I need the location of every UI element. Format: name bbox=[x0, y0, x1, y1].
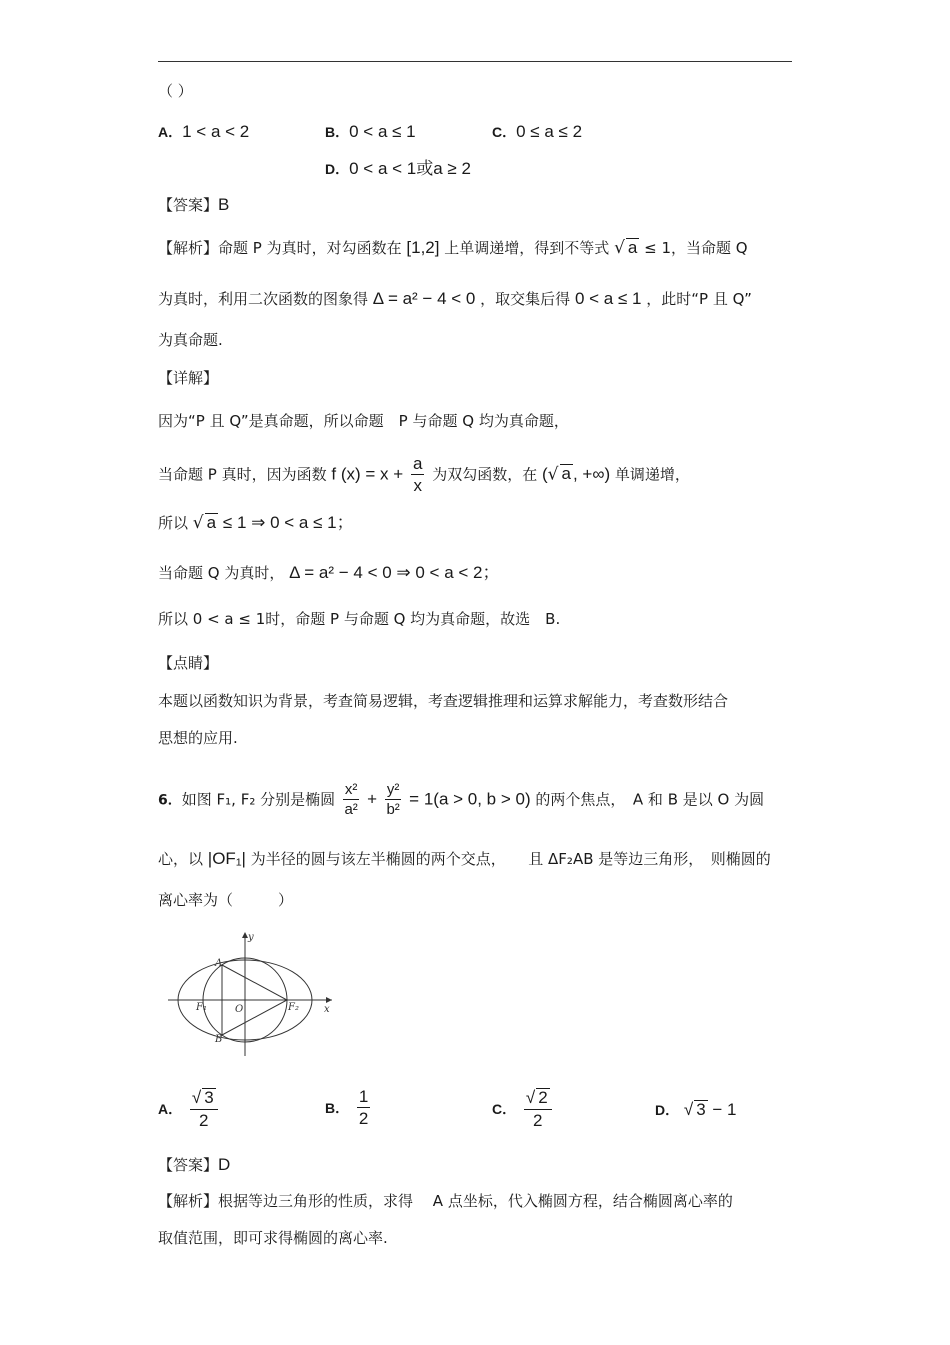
detail-line-2: 当命题 P 真时，因为函数 f (x) = x + $\frac{a}{x}$ 为双勾函数，在 (√ a , +∞) 单调递增， bbox=[158, 454, 690, 495]
detail-line-5: 所以 0 < a ≤ 1时，命题 P 与命题 Q 均为真命题，故选 B. bbox=[158, 610, 561, 628]
analysis-line-1: 【解析】命题 P 为真时，对勾函数在 [1,2] 上单调递增，得到不等式 √ a ≤ 1，当命题 Q bbox=[158, 238, 748, 258]
answer-line: 【答案】B bbox=[158, 195, 230, 214]
point-a-label: A bbox=[215, 958, 223, 969]
q6-line-2: 心，以 |OF₁| 为半径的圆与该左半椭圆的两个交点， 且 ΔF₂AB 是等边三角形， 则椭圆的 bbox=[158, 849, 771, 868]
point-b-label: B bbox=[215, 1034, 223, 1045]
comment-line-2: 思想的应用. bbox=[158, 729, 238, 747]
header-rule bbox=[158, 61, 792, 62]
fraction-a-over-x: $\frac{a}{x}$ bbox=[412, 454, 423, 495]
q6-option-a: A． $\frac{√ 3}{2}$ bbox=[158, 1088, 221, 1130]
comment-tag: 【点睛】 bbox=[158, 654, 219, 672]
question-bracket: （ ） bbox=[158, 82, 193, 100]
q6-line-1: 6．如图 F₁, F₂ 分别是椭圆 $\frac{\text{x²}}{\text{a²}}$ + $\frac{\text{y²}}{\text{b²}}$ = 1(a > 0, b > 0) 的两个焦点， A 和 B 是以 O 为圆 bbox=[158, 781, 765, 818]
f1-label: F₁ bbox=[196, 1002, 207, 1013]
detail-line-1: 因为“P 且 Q”是真命题，所以命题 P 与命题 Q 均为真命题， bbox=[158, 412, 569, 430]
option-d: D．0 < a < 1或a ≥ 2 bbox=[325, 159, 471, 178]
comment-line-1: 本题以函数知识为背景，考查简易逻辑，考查逻辑推理和运算求解能力，考查数形结合 bbox=[158, 692, 729, 710]
option-b: B．0 < a ≤ 1 bbox=[325, 122, 416, 141]
x-axis-arrow bbox=[326, 997, 332, 1003]
q6-analysis-line-1: 【解析】根据等边三角形的性质，求得 A 点坐标，代入椭圆方程，结合椭圆离心率的 bbox=[158, 1192, 733, 1210]
origin-label: O bbox=[235, 1004, 244, 1015]
fraction-x2-a2: $\frac{\text{x²}}{\text{a²}}$ bbox=[344, 781, 358, 818]
detail-tag: 【详解】 bbox=[158, 369, 219, 387]
y-axis-label: y bbox=[248, 932, 254, 943]
q6-analysis-line-2: 取值范围，即可求得椭圆的离心率. bbox=[158, 1229, 388, 1247]
analysis-line-3: 为真命题. bbox=[158, 331, 223, 349]
option-c: C．0 ≤ a ≤ 2 bbox=[492, 122, 583, 141]
ellipse-figure bbox=[160, 928, 340, 1060]
q6-line-3: 离心率为（ ） bbox=[158, 891, 294, 909]
x-axis-label: x bbox=[324, 1004, 330, 1015]
q6-answer-line: 【答案】D bbox=[158, 1155, 231, 1174]
detail-line-4: 当命题 Q 为真时， Δ = a² − 4 < 0 ⇒ 0 < a < 2； bbox=[158, 563, 500, 582]
q6-option-c: C． $\frac{√ 2}{2}$ bbox=[492, 1088, 555, 1130]
detail-line-3: 所以 √ a ≤ 1 ⇒ 0 < a ≤ 1； bbox=[158, 513, 354, 533]
q6-option-d: D． √ 3 − 1 bbox=[655, 1100, 737, 1119]
option-a: A．1 < a < 2 bbox=[158, 122, 250, 141]
fraction-y2-b2: $\frac{\text{y²}}{\text{b²}}$ bbox=[386, 781, 400, 818]
f2-label: F₂ bbox=[288, 1002, 299, 1013]
analysis-line-2: 为真时，利用二次函数的图象得 Δ = a² − 4 < 0 ，取交集后得 0 < a ≤ 1 ，此时“P 且 Q” bbox=[158, 289, 752, 308]
q6-option-b: B． $\frac{1}{2}$ bbox=[325, 1087, 369, 1128]
